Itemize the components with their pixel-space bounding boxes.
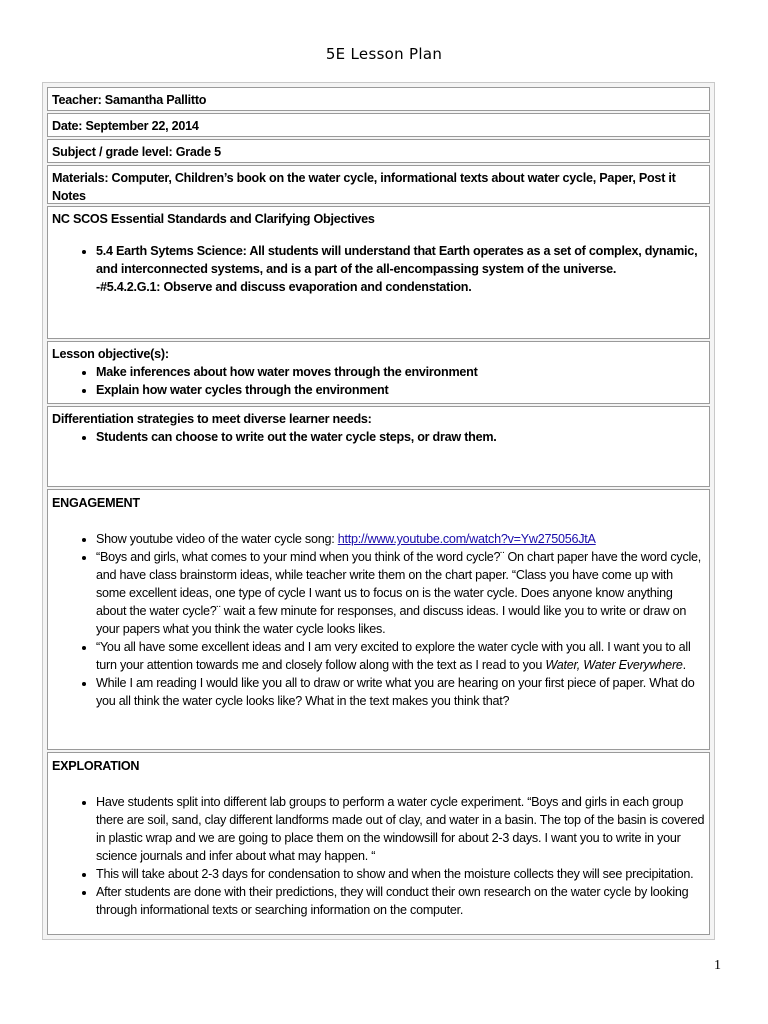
standards-heading: NC SCOS Essential Standards and Clarifying Objectives — [52, 212, 375, 226]
subject-row: Subject / grade level: Grade 5 — [47, 139, 710, 163]
list-item: • This will take about 2-3 days for condensation to show and when the moisture collects they will see precipitation. — [96, 865, 705, 883]
standard-subitem: -#5.4.2.G.1: Observe and discuss evaporation and condenstation. — [96, 280, 472, 294]
objectives-list — [52, 363, 705, 399]
list-item: • Make inferences about how water moves through the environment — [96, 363, 705, 381]
engagement-item-text: “You all have some excellent ideas and I am very excited to explore the water cycle with you all. I want you to all turn your attention towards me and closely follow along with the text as I read to you — [96, 640, 691, 672]
document-title: 5E Lesson Plan — [325, 45, 443, 63]
differentiation-row — [47, 406, 710, 487]
teacher-row: Teacher: Samantha Pallitto — [47, 87, 710, 111]
objectives-row — [47, 341, 710, 404]
exploration-heading: EXPLORATION — [52, 759, 140, 773]
engagement-heading: ENGAGEMENT — [52, 496, 140, 510]
page-number: 1 — [714, 958, 721, 973]
lesson-plan-table — [42, 82, 715, 940]
youtube-link[interactable]: http://www.youtube.com/watch?v=Yw275056JtA — [337, 532, 596, 546]
differentiation-list — [52, 428, 705, 446]
list-item: • Explain how water cycles through the environment — [96, 381, 705, 399]
date-row: Date: September 22, 2014 — [47, 113, 710, 137]
list-item — [96, 638, 705, 674]
engagement-item-end: . — [682, 658, 686, 672]
list-item — [96, 242, 705, 296]
exploration-list — [52, 793, 705, 919]
differentiation-heading: Differentiation strategies to meet diverse learner needs: — [52, 412, 372, 426]
standards-list — [52, 242, 705, 296]
standard-text: 5.4 Earth Sytems Science: All students will understand that Earth operates as a set of complex, dynamic, and interconnected systems, and is a part of the all-encompassing system of the universe. — [96, 244, 698, 276]
book-title: Water, Water Everywhere — [545, 658, 683, 672]
materials-row: Materials: Computer, Children’s book on the water cycle, informational texts about water cycle, Paper, Post it Notes — [47, 165, 710, 204]
objectives-heading: Lesson objective(s): — [52, 347, 169, 361]
exploration-row — [47, 752, 710, 935]
engagement-list — [52, 530, 705, 710]
list-item: • “Boys and girls, what comes to your mind when you think of the word cycle?¨ On chart paper have the word cycle, and have class brainstorm ideas, while teacher write them on the chart paper. “Class you have come up with some excellent ideas, one type of cycle I want us to focus on is the water cycle. Does anyone know anything about the water cycle?¨ wait a few minute for responses, and discuss ideas. I would like you to write or draw on your papers what you think the water cycle looks likes. — [96, 548, 705, 638]
list-item: • While I am reading I would like you all to draw or write what you are hearing on your first piece of paper. What do you all think the water cycle looks like? What in the text makes you think that? — [96, 674, 705, 710]
standards-row — [47, 206, 710, 339]
engagement-item-text: Show youtube video of the water cycle song: — [96, 532, 338, 546]
engagement-row — [47, 489, 710, 750]
list-item: • After students are done with their predictions, they will conduct their own research on the water cycle by looking through informational texts or searching information on the computer. — [96, 883, 705, 919]
list-item: • Students can choose to write out the water cycle steps, or draw them. — [96, 428, 705, 446]
list-item — [96, 530, 705, 548]
list-item: • Have students split into different lab groups to perform a water cycle experiment. “Boys and girls in each group there are soil, sand, clay different landforms made out of clay, and water in a basin. The top of the basin is covered in plastic wrap and we are going to place them on the windowsill for about 2-3 days. I want you to write in your science journals and infer about what may happen. “ — [96, 793, 705, 865]
